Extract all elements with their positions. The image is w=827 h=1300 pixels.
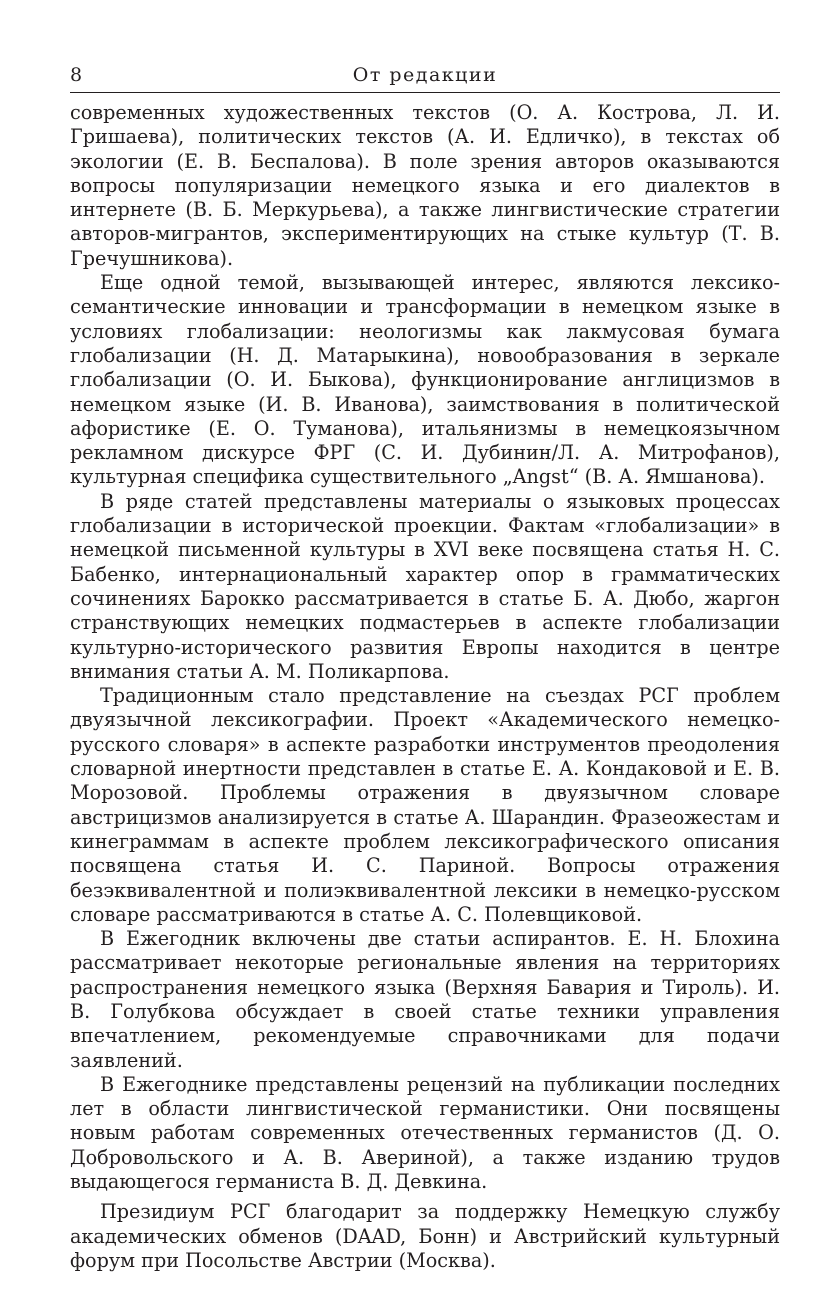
paragraph-historical-globalization: В ряде статей представлены материалы о языковых процессах глобализации в исторической проекции. Фактам «глобализации» в немецкой письменной культуры в XVI веке посвящена статья Н. С. Бабенко, интернациональный характер опор в грамматических сочинениях Барокко рассматривается в статье Б. А. Дюбо, жаргон странствующих немецких подмастерьев в аспекте глобализации культурно-исторического развития Европы находится в центре внимания статьи А. М. Поликарпова. — [70, 489, 780, 683]
paragraph-continuation: современных художественных текстов (О. А. Кострова, Л. И. Гришаева), политических текстов (А. И. Едличко), в текстах об экологии (Е. В. Беспалова). В поле зрения авторов оказываются вопросы популяризации немецкого языка и его диалектов в интернете (В. Б. Меркурьева), а также лингвистические стратегии авторов-мигрантов, экспериментирующих на стыке культур (Т. В. Гречушникова). — [70, 101, 780, 270]
paragraph-bilingual-lexicography: Традиционным стало представление на съездах РСГ проблем двуязычной лексикографии. Проект «Академического немецко-русского словаря» в аспекте разработки инструментов преодоления словарной инертности представлен в статье Е. А. Кондаковой и Е. В. Морозовой. Проблемы отражения в двуязычном словаре австрицизмов анализируется в статье А. Шарандин. Фразеожестам и кинеграммам в аспекте проблем лексикографического описания посвящена статья И. С. Париной. Вопросы отражения безэквивалентной и полиэквивалентной лексики в немецко-русском словаре рассматриваются в статье А. С. Полевщиковой. — [70, 684, 780, 926]
running-title: От редакции — [352, 64, 498, 86]
body-text — [70, 101, 780, 1273]
paragraph-lexical-innovations: Еще одной темой, вызывающей интерес, являются лексико-семантические инновации и трансформации в немецком языке в условиях глобализации: неологизмы как лакмусовая бумага глобализации (Н. Д. Матарыкина), новообразования в зеркале глобализации (О. И. Быкова), функционирование англицизмов в немецком языке (И. В. Иванова), заимствования в политической афористике (Е. О. Туманова), итальянизмы в немецкоязычном рекламном дискурсе ФРГ (С. И. Дубинин/Л. А. Митрофанов), культурная специфика существительного „Angst“ (В. А. Ямшанова). — [70, 271, 780, 489]
paragraph-acknowledgements: Президиум РСГ благодарит за поддержку Немецкую службу академических обменов (DAAD, Бонн) и Австрийский культурный форум при Посольстве Австрии (Москва). — [70, 1200, 780, 1272]
page-number: 8 — [70, 64, 83, 86]
running-header — [70, 58, 780, 93]
book-page — [70, 58, 780, 1273]
paragraph-reviews: В Ежегоднике представлены рецензий на публикации последних лет в области лингвистической германистики. Они посвящены новым работам современных отечественных германистов (Д. О. Добровольского и А. В. Авериной), а также изданию трудов выдающегося германиста В. Д. Девкина. — [70, 1072, 780, 1194]
paragraph-postgraduate-articles: В Ежегодник включены две статьи аспирантов. Е. Н. Блохина рассматривает некоторые региональные явления на территориях распространения немецкого языка (Верхняя Бавария и Тироль). И. В. Голубкова обсуждает в своей статье техники управления впечатлением, рекомендуемые справочниками для подачи заявлений. — [70, 927, 780, 1072]
